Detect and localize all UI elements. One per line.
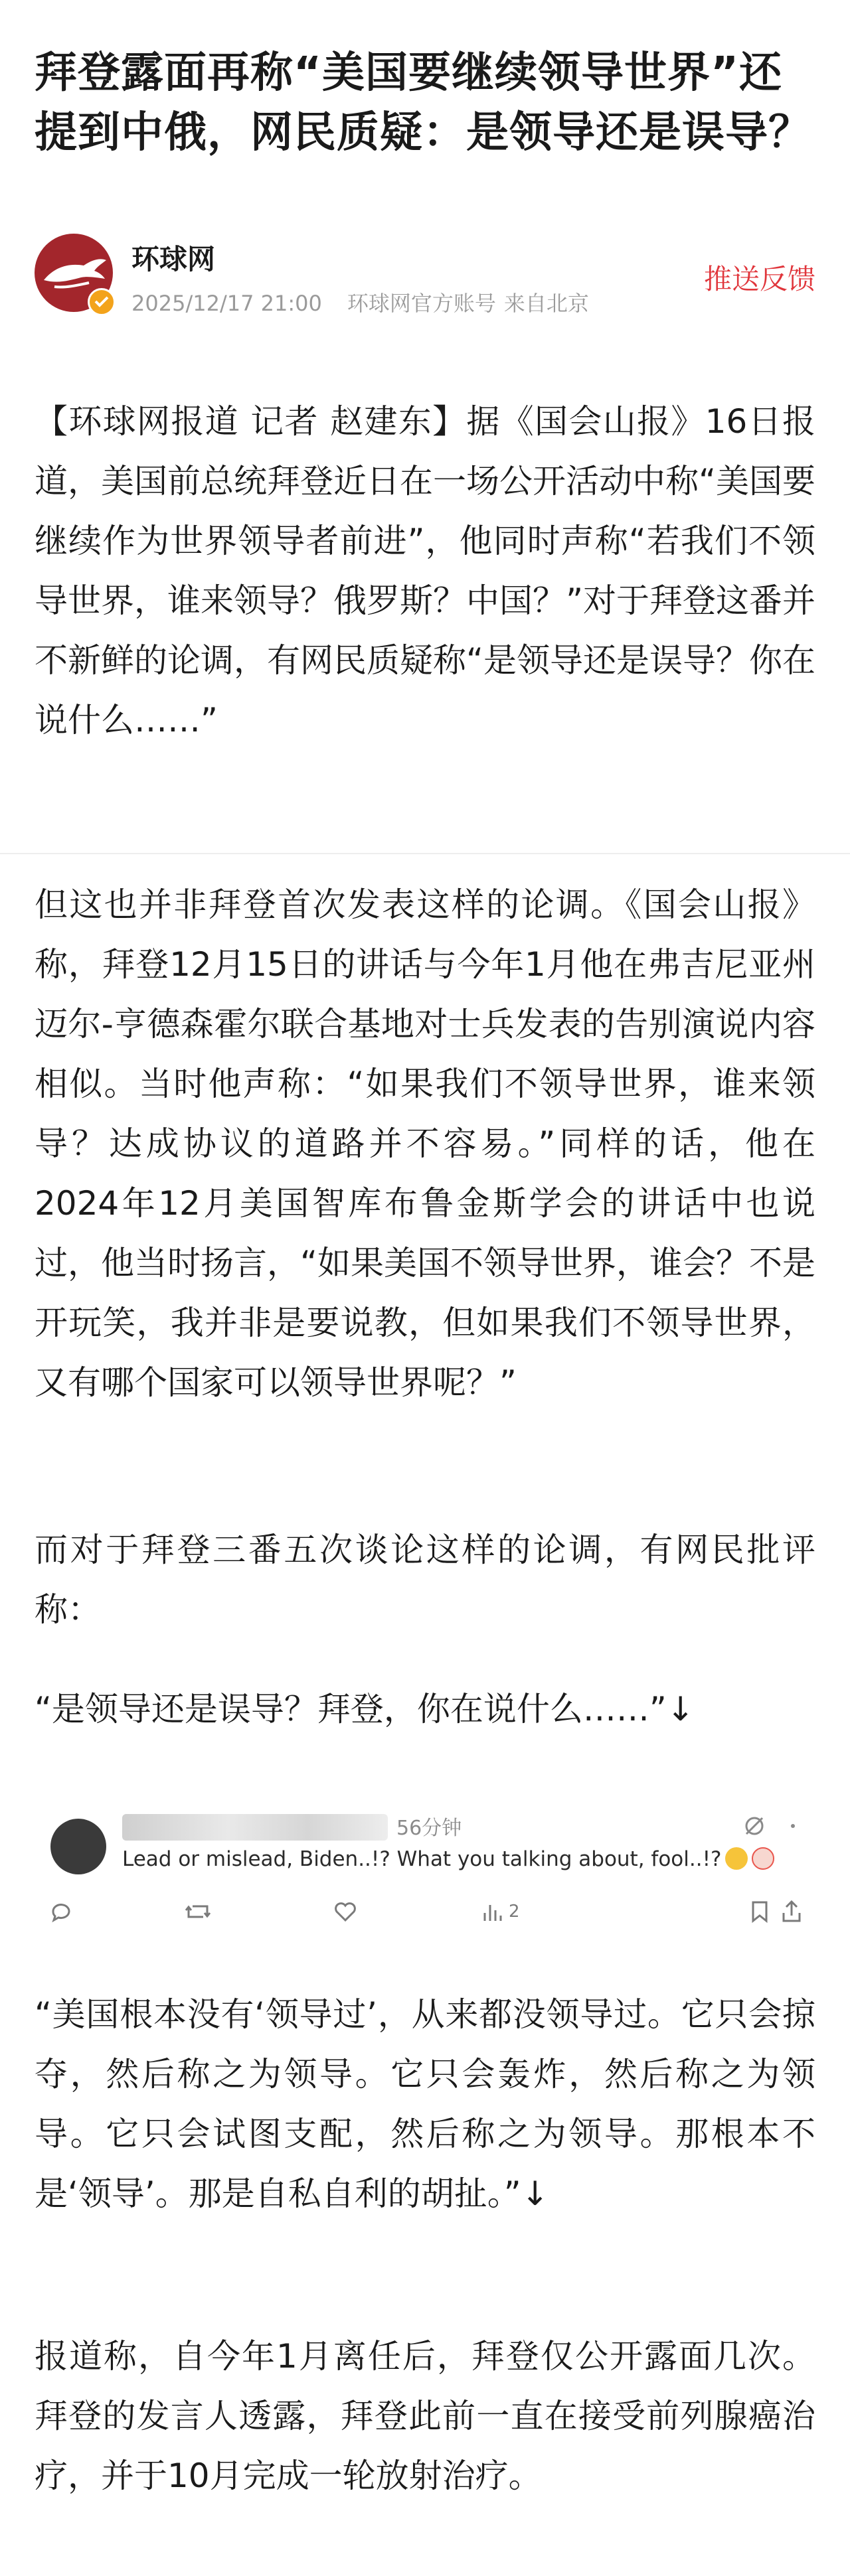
section-divider [0, 853, 850, 854]
embedded-post-screenshot [35, 1802, 815, 1935]
clown-emoji-icon [752, 1847, 774, 1870]
author-bar [35, 234, 815, 320]
paragraph-6: 报道称，自今年1月离任后，拜登仅公开露面几次。拜登的发言人透露，拜登此前一直在接受前列腺癌治疗，并于10月完成一轮放射治疗。 [35, 2337, 815, 2495]
like-icon [332, 1895, 359, 1928]
post-time: 56分钟 [396, 1817, 462, 1840]
post-top-icons [742, 1813, 802, 1842]
publish-date: 2025/12/17 21:00 [131, 291, 322, 316]
views-icon [481, 1898, 505, 1925]
share-icon [780, 1895, 804, 1928]
ip-location: 来自北京 [503, 291, 589, 316]
bookmark-icon [748, 1895, 772, 1928]
post-text-content: Lead or mislead, Biden..!? What you talking about, fool..!? [122, 1847, 722, 1871]
article-title: 拜登露面再称“美国要继续领导世界”还提到中俄，网民质疑：是领导还是误导？ [35, 48, 811, 157]
repost-icon [183, 1895, 212, 1928]
more-icon [791, 1824, 795, 1828]
reply-icon [48, 1895, 74, 1928]
post-action-bar [35, 1895, 815, 1928]
paragraph-3: 而对于拜登三番五次谈论这样的论调，有网民批评称： [35, 1531, 815, 1629]
paragraph-5: “美国根本没有‘领导过’，从来都没领导过。它只会掠夺，然后称之为领导。它只会轰炸，然后称之为领导。它只会试图支配，然后称之为领导。那根本不是‘领导’。那是自私自利的胡扯。”↓ [35, 1995, 815, 2213]
paragraph-1: 【环球网报道 记者 赵建东】据《国会山报》16日报道，美国前总统拜登近日在一场公开活动中称“美国要继续作为世界领导者前进”，他同时声称“若我们不领导世界，谁来领导？俄罗斯？中国？”对于拜登这番并不新鲜的论调，有网民质疑称“是领导还是误导？你在说什么……” [35, 402, 815, 739]
author-name[interactable]: 环球网 [131, 243, 216, 275]
views-count: 2 [509, 1902, 520, 1922]
verified-badge-icon [88, 288, 116, 316]
account-type: 环球网官方账号 [347, 291, 496, 316]
author-meta [131, 287, 614, 317]
post-handle-blurred [122, 1814, 388, 1841]
paragraph-4: “是领导还是误导？拜登，你在说什么……”↓ [35, 1690, 695, 1728]
views-stat [481, 1895, 520, 1928]
post-avatar [50, 1819, 106, 1874]
grok-icon [746, 1818, 762, 1834]
crazy-face-emoji-icon [725, 1847, 748, 1870]
post-text [122, 1847, 774, 1871]
paragraph-2: 但这也并非拜登首次发表这样的论调。《国会山报》称，拜登12月15日的讲话与今年1月他在弗吉尼亚州迈尔-亨德森霍尔联合基地对士兵发表的告别演说内容相似。当时他声称：“如果我们不领导世界，谁来领导？达成协议的道路并不容易。”同样的话，他在2024年12月美国智库布鲁金斯学会的讲话中也说过，他当时扬言，“如果美国不领导世界，谁会？不是开玩笑，我并非是要说教，但如果我们不领导世界，又有哪个国家可以领导世界呢？” [35, 885, 815, 1402]
push-feedback-button[interactable]: 推送反馈 [703, 263, 815, 295]
